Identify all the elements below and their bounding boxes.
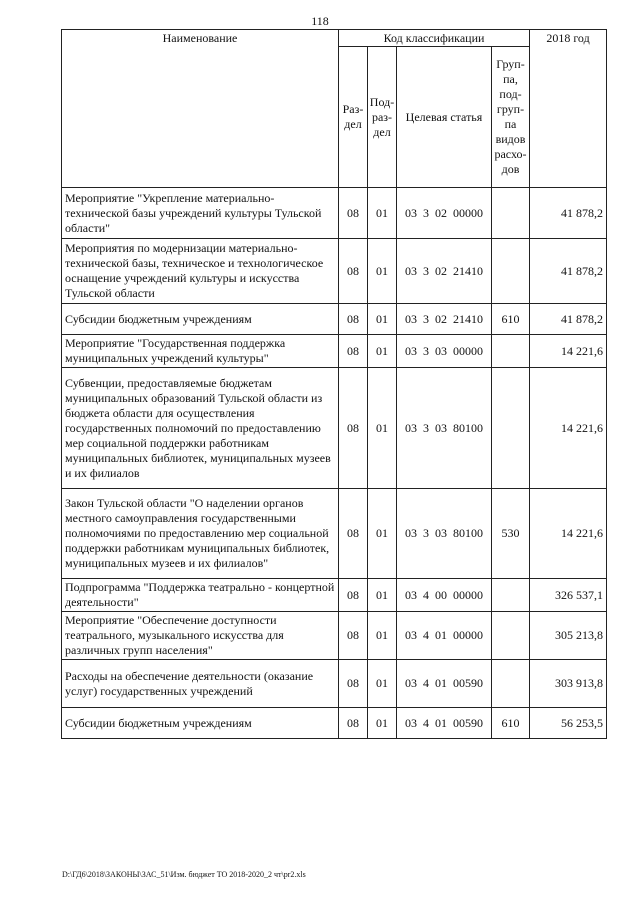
row-name: Мероприятие "Укрепление материально-технической базы учреждений культуры Тульской области" <box>62 188 339 239</box>
row-subsection: 01 <box>368 304 397 335</box>
header-section: Раз- дел <box>339 47 368 188</box>
row-section: 08 <box>339 304 368 335</box>
row-expense-group <box>492 612 530 660</box>
table-row <box>62 304 607 335</box>
row-expense-group: 610 <box>492 708 530 739</box>
header-subsection: Под- раз- дел <box>368 47 397 188</box>
table-row <box>62 335 607 368</box>
row-subsection: 01 <box>368 579 397 612</box>
table-row <box>62 368 607 489</box>
file-path-footer: D:\ГД6\2018\ЗАКОНЫ\ЗАС_51\Изм. бюджет ТО 2018-2020_2 чт\pr2.xls <box>62 870 306 879</box>
row-section: 08 <box>339 579 368 612</box>
page-number: 118 <box>311 14 329 28</box>
row-expense-group <box>492 188 530 239</box>
header-expense-group: Груп- па, под- груп- па видов расхо- дов <box>492 47 530 188</box>
row-subsection: 01 <box>368 188 397 239</box>
row-target-article: 03 3 02 21410 <box>397 239 492 304</box>
row-name: Расходы на обеспечение деятельности (оказание услуг) государственных учреждений <box>62 660 339 708</box>
row-subsection: 01 <box>368 368 397 489</box>
row-target-article: 03 4 01 00000 <box>397 612 492 660</box>
row-name: Закон Тульской области "О наделении органов местного самоуправления государственными полномочиями по предоставлению мер социальной поддержки работникам муниципальных библиотек, муниципальных музеев и их филиалов" <box>62 489 339 579</box>
row-name: Мероприятие "Государственная поддержка муниципальных учреждений культуры" <box>62 335 339 368</box>
table-row <box>62 188 607 239</box>
table-row <box>62 489 607 579</box>
header-name: Наименование <box>62 30 339 47</box>
row-expense-group <box>492 239 530 304</box>
row-target-article: 03 3 03 80100 <box>397 489 492 579</box>
row-expense-group <box>492 335 530 368</box>
header-year: 2018 год <box>530 30 607 47</box>
row-name: Мероприятие "Обеспечение доступности театрального, музыкального искусства для различных групп населения" <box>62 612 339 660</box>
row-expense-group: 530 <box>492 489 530 579</box>
header-target-article: Целевая статья <box>397 47 492 188</box>
row-section: 08 <box>339 660 368 708</box>
row-expense-group: 610 <box>492 304 530 335</box>
row-amount: 41 878,2 <box>530 239 607 304</box>
row-subsection: 01 <box>368 489 397 579</box>
row-expense-group <box>492 368 530 489</box>
row-subsection: 01 <box>368 708 397 739</box>
table-row <box>62 660 607 708</box>
row-subsection: 01 <box>368 660 397 708</box>
table-row <box>62 239 607 304</box>
row-section: 08 <box>339 489 368 579</box>
row-expense-group <box>492 660 530 708</box>
row-amount: 14 221,6 <box>530 368 607 489</box>
row-subsection: 01 <box>368 612 397 660</box>
row-name: Субсидии бюджетным учреждениям <box>62 708 339 739</box>
header-name-continuation <box>62 47 339 188</box>
row-amount: 303 913,8 <box>530 660 607 708</box>
header-classification: Код классификации <box>339 30 530 47</box>
row-name: Мероприятия по модернизации материально-технической базы, техническое и технологическое оснащение учреждений культуры и искусства Тульской области <box>62 239 339 304</box>
row-amount: 305 213,8 <box>530 612 607 660</box>
row-amount: 14 221,6 <box>530 335 607 368</box>
row-target-article: 03 3 02 21410 <box>397 304 492 335</box>
row-section: 08 <box>339 708 368 739</box>
row-target-article: 03 3 02 00000 <box>397 188 492 239</box>
row-amount: 41 878,2 <box>530 304 607 335</box>
row-target-article: 03 3 03 80100 <box>397 368 492 489</box>
table-row <box>62 708 607 739</box>
budget-table <box>61 29 607 739</box>
row-name: Субсидии бюджетным учреждениям <box>62 304 339 335</box>
table-row <box>62 612 607 660</box>
row-subsection: 01 <box>368 239 397 304</box>
row-target-article: 03 4 01 00590 <box>397 708 492 739</box>
row-section: 08 <box>339 239 368 304</box>
row-section: 08 <box>339 368 368 489</box>
header-year-continuation <box>530 47 607 188</box>
row-subsection: 01 <box>368 335 397 368</box>
row-target-article: 03 4 00 00000 <box>397 579 492 612</box>
row-amount: 56 253,5 <box>530 708 607 739</box>
row-target-article: 03 4 01 00590 <box>397 660 492 708</box>
row-target-article: 03 3 03 00000 <box>397 335 492 368</box>
table-row <box>62 579 607 612</box>
row-section: 08 <box>339 335 368 368</box>
row-section: 08 <box>339 612 368 660</box>
row-name: Подпрограмма "Поддержка театрально - концертной деятельности" <box>62 579 339 612</box>
row-amount: 14 221,6 <box>530 489 607 579</box>
row-name: Субвенции, предоставляемые бюджетам муниципальных образований Тульской области из бюджета области для осуществления государственных полномочий по предоставлению мер социальной поддержки работникам муниципальных библиотек, муниципальных музеев и их филиалов <box>62 368 339 489</box>
row-expense-group <box>492 579 530 612</box>
row-amount: 41 878,2 <box>530 188 607 239</box>
row-amount: 326 537,1 <box>530 579 607 612</box>
row-section: 08 <box>339 188 368 239</box>
